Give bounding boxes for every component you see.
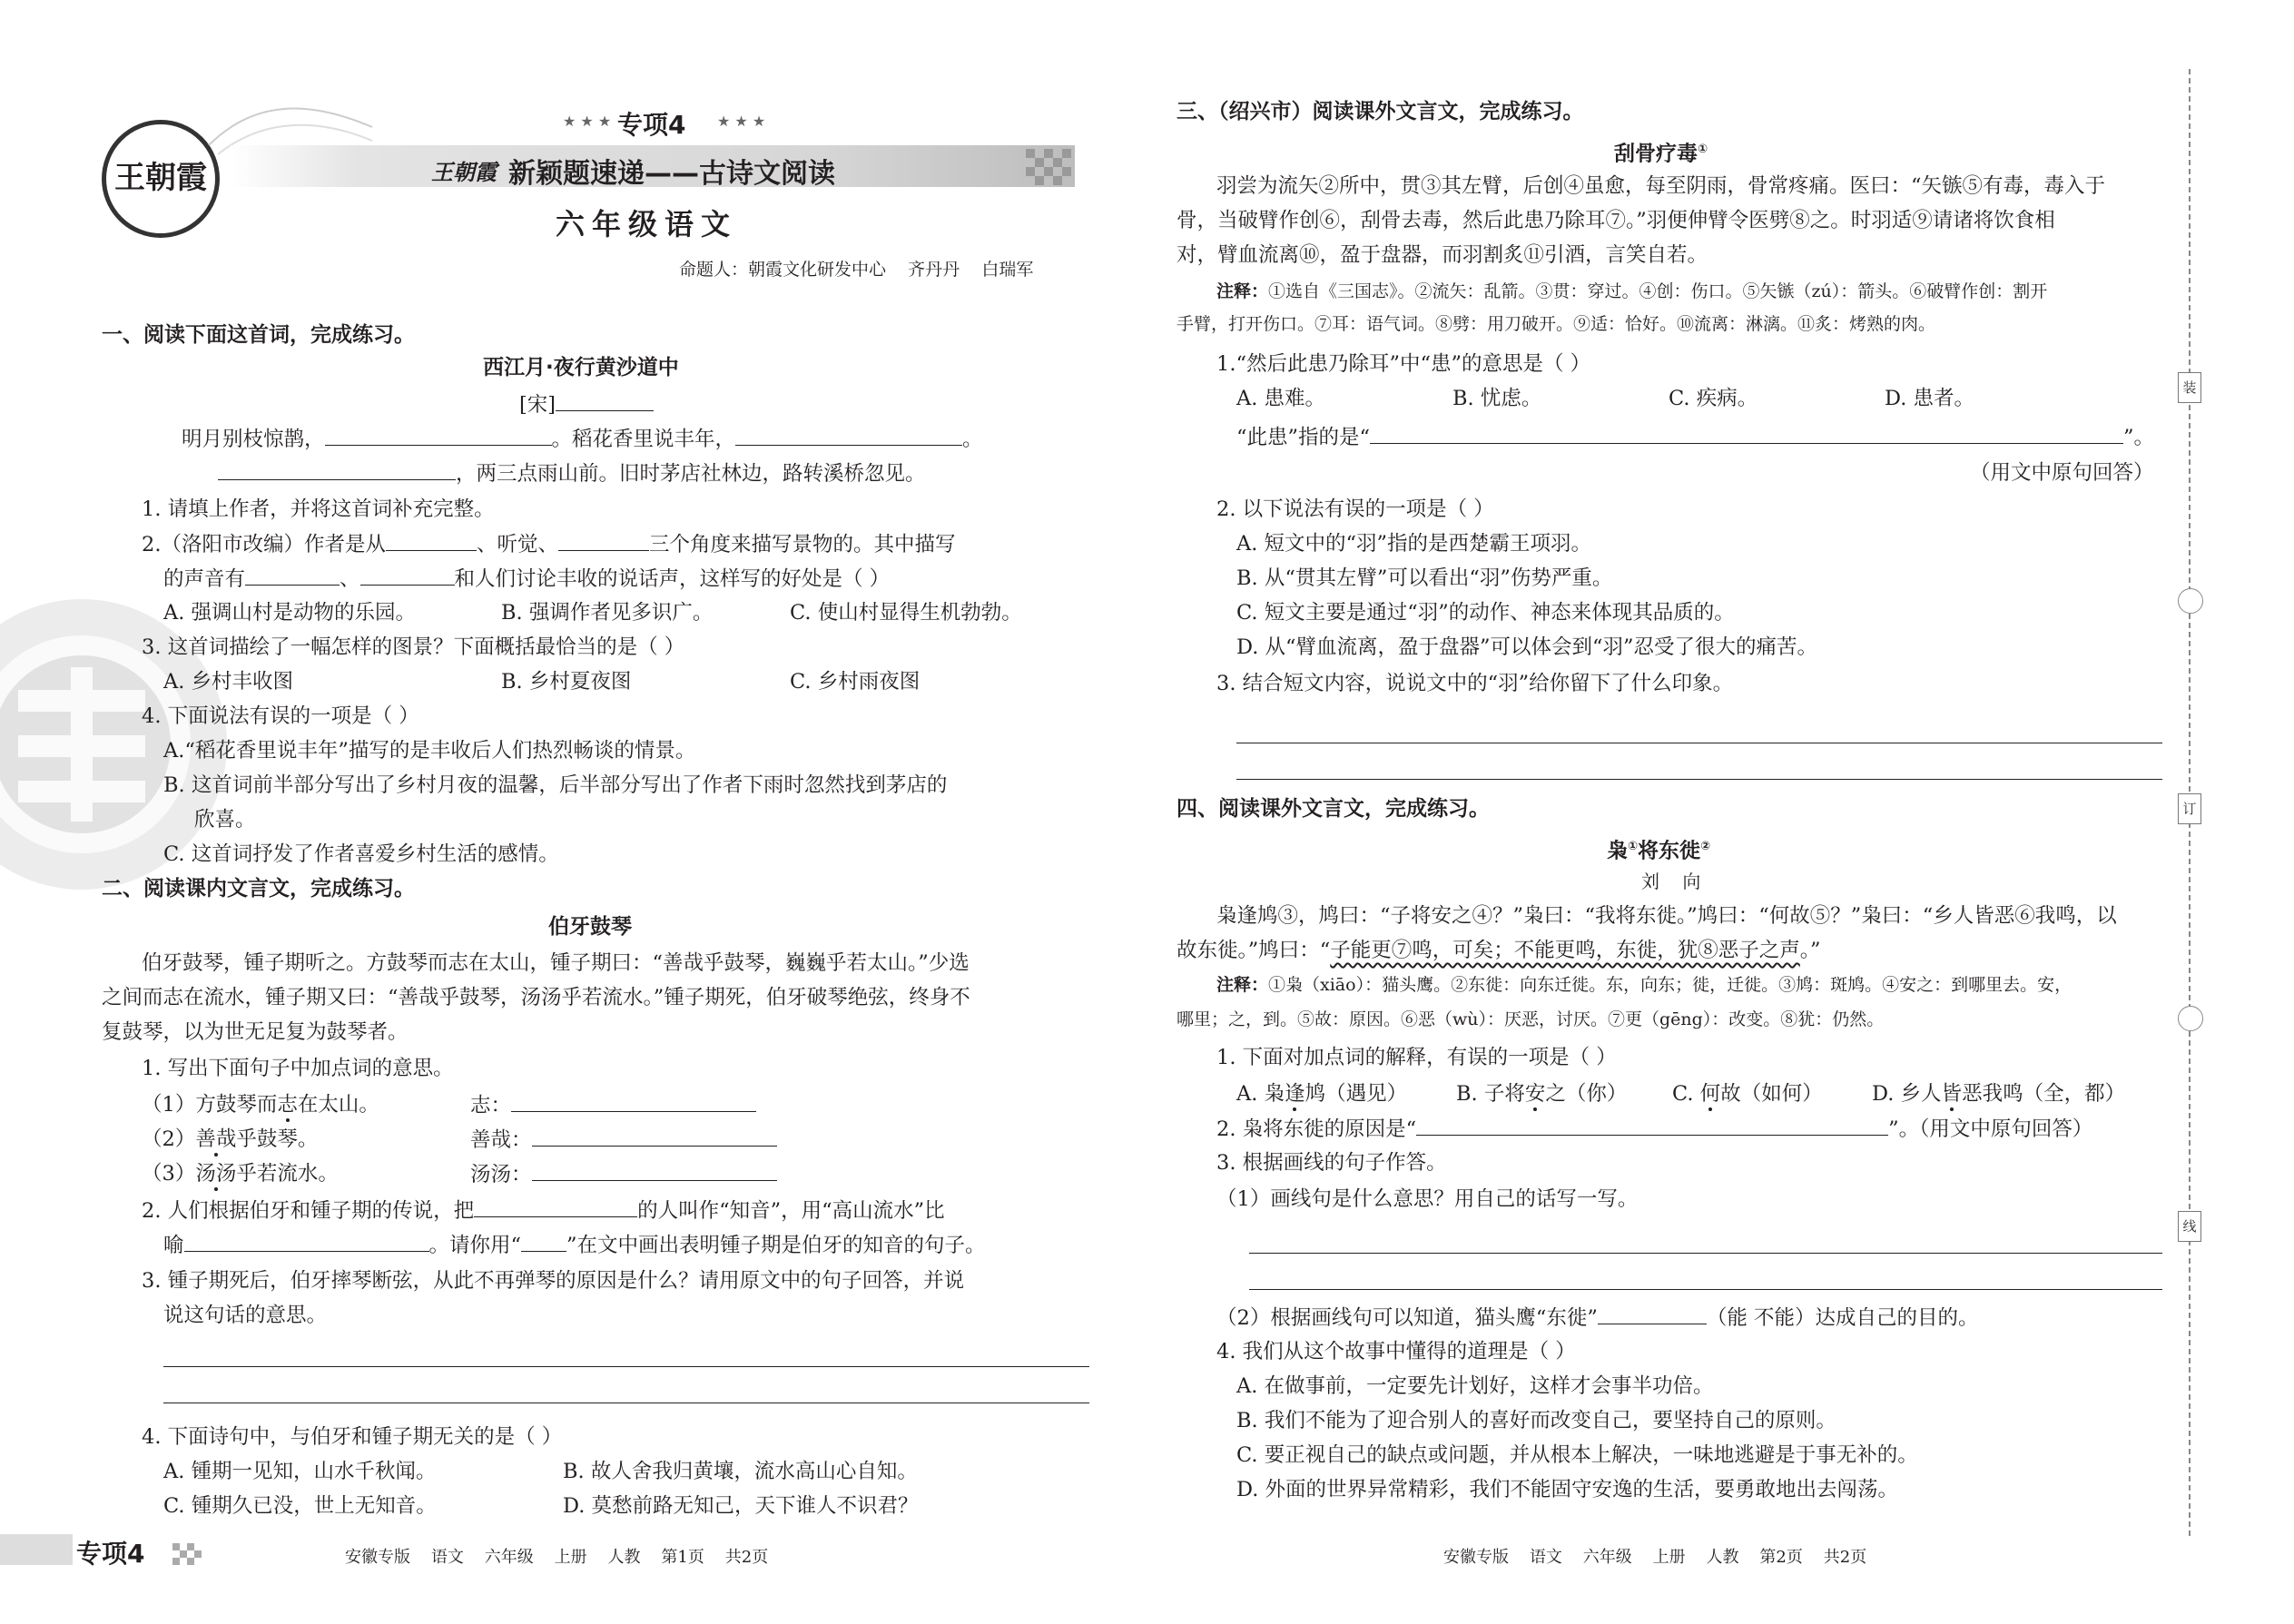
s3-q1-option-d: D. 患者。 xyxy=(1885,387,1975,410)
authors-line: 命题人：朝霞文化研发中心 齐丹丹 白瑞军 xyxy=(679,260,1034,280)
s3-q2-option-b: B. 从“贯其左臂”可以看出“羽”伤势严重。 xyxy=(1236,566,1613,590)
s4-q1-option-a: A. 枭逢鸠（遇见） xyxy=(1236,1082,1408,1106)
s3-q2: 2. 以下说法有误的一项是（ ） xyxy=(1216,497,1494,521)
s1-q4-option-b-line2: 欣喜。 xyxy=(194,808,256,832)
xiao-notes-line-1: 注释：①枭（xiāo）：猫头鹰。②东徙：向东迁徙。东，向东；徙，迁徙。③鸠：斑鸠。④安之：到哪里去。安， xyxy=(1216,975,2072,995)
passage-title-boya: 伯牙鼓琴 xyxy=(548,915,632,939)
footer-checker xyxy=(172,1543,209,1565)
s2-q2-line1: 2. 人们根据伯牙和锺子期的传说，把 的人叫作“知音”，用“高山流水”比 xyxy=(142,1196,945,1225)
boya-passage-line-1: 伯牙鼓琴，锺子期听之。方鼓琴而志在太山，锺子期曰：“善哉乎鼓琴，巍巍乎若太山。”少选 xyxy=(142,951,970,975)
s3-q1-fill: “此患”指的是“ ”。 xyxy=(1236,423,2154,451)
s4-q4-option-b: B. 我们不能为了迎合别人的喜好而改变自己，要坚持自己的原则。 xyxy=(1236,1409,1836,1432)
s4-q1-option-c: C. 何故（如何） xyxy=(1672,1082,1823,1106)
s1-q2-option-b: B. 强调作者见多识广。 xyxy=(501,601,714,625)
logo-text: 王朝霞 xyxy=(114,160,207,196)
s4-q1-option-d: D. 乡人皆恶我鸣（全，都） xyxy=(1872,1082,2126,1106)
s3-q2-option-a: A. 短文中的“羽”指的是西楚霸王项羽。 xyxy=(1236,532,1592,556)
s2-q3-line1: 3. 锺子期死后，伯牙摔琴断弦，从此不再弹琴的原因是什么？请用原文中的句子回答，并说 xyxy=(142,1269,965,1293)
side-label-ding: 订 xyxy=(2178,793,2201,824)
s4-q3-part-2: （2）根据画线句可以知道，猫头鹰“东徙” （能 不能）达成自己的目的。 xyxy=(1216,1304,1978,1332)
s2-q1-answer-1: 志： xyxy=(470,1091,756,1119)
s2-q3-answer-line-1 xyxy=(163,1366,1089,1367)
s1-q3-option-c: C. 乡村雨夜图 xyxy=(790,670,921,694)
poem-line-1: 明月别枝惊鹊， 。稻花香里说丰年， 。 xyxy=(182,425,983,453)
binding-hole-2 xyxy=(2178,1006,2203,1031)
s1-q4-option-a: A.“稻花香里说丰年”描写的是丰收后人们热烈畅谈的情景。 xyxy=(163,739,696,763)
star-left: ★ ★ ★ xyxy=(563,113,612,130)
s1-q2-option-c: C. 使山村显得生机勃勃。 xyxy=(790,601,1022,625)
s2-q1-item-3: （3）汤汤乎若流水。 xyxy=(142,1162,339,1186)
guagu-passage-line-3: 对，臂血流离⑩，盈于盘器，而羽割炙⑪引酒，言笑自若。 xyxy=(1177,243,1708,267)
footer-badge: 专项4 xyxy=(76,1539,145,1569)
s1-q3-option-a: A. 乡村丰收图 xyxy=(163,670,294,694)
s2-q1: 1. 写出下面句子中加点词的意思。 xyxy=(142,1057,454,1080)
passage-title-guagu: 刮骨疗毒① xyxy=(1614,142,1708,166)
s3-q1-option-b: B. 忧虑。 xyxy=(1452,387,1542,410)
s1-q4-option-c: C. 这首词抒发了作者喜爱乡村生活的感情。 xyxy=(163,842,559,866)
footer-tab xyxy=(0,1534,73,1565)
guagu-passage-line-2: 骨，当破臂作创⑥，刮骨去毒，然后此患乃除耳⑦。”羽便伸臂令医劈⑧之。时羽适⑨请诸将饮食相 xyxy=(1177,209,2055,232)
poem-title: 西江月·夜行黄沙道中 xyxy=(483,356,679,379)
s1-q1: 1. 请填上作者，并将这首词补充完整。 xyxy=(142,497,495,521)
s4-q1: 1. 下面对加点词的解释，有误的一项是（ ） xyxy=(1216,1046,1617,1069)
s3-q3: 3. 结合短文内容，说说文中的“羽”给你留下了什么印象。 xyxy=(1216,672,1734,695)
s4-q3: 3. 根据画线的句子作答。 xyxy=(1216,1151,1447,1175)
banner-title: 新颖题速递——古诗文阅读 xyxy=(508,158,835,190)
poem-dynasty: [宋] xyxy=(519,390,654,418)
binding-hole-1 xyxy=(2178,588,2203,614)
side-label-zhuang: 装 xyxy=(2178,372,2201,403)
s4-q1-option-b: B. 子将安之（你） xyxy=(1456,1082,1628,1106)
s2-q4-option-d: D. 莫愁前路无知己，天下谁人不识君？ xyxy=(563,1494,919,1518)
section-2-heading: 二、阅读课内文言文，完成练习。 xyxy=(102,877,415,901)
s2-q4-option-b: B. 故人舍我归黄壤，流水高山心自知。 xyxy=(563,1460,918,1483)
s2-q4: 4. 下面诗句中，与伯牙和锺子期无关的是（ ） xyxy=(142,1425,563,1449)
s2-q4-option-a: A. 锺期一见知，山水千秋闻。 xyxy=(163,1460,437,1483)
section-4-heading: 四、阅读课外文言文，完成练习。 xyxy=(1177,797,1490,821)
s4-q4-option-d: D. 外面的世界异常精彩，我们不能固守安逸的生活，要勇敢地出去闯荡。 xyxy=(1236,1478,1899,1501)
grade-title: 六年级语文 xyxy=(556,207,738,241)
guagu-notes-line-2: 手臂，打开伤口。⑦耳：语气词。⑧劈：用刀破开。⑨适：恰好。⑩流离：淋漓。⑪炙：烤熟的肉。 xyxy=(1177,314,1936,334)
s1-q2-option-a: A. 强调山村是动物的乐园。 xyxy=(163,601,417,625)
s1-q2-line2: 的声音有 、 和人们讨论丰收的说话声，这样写的好处是（ ） xyxy=(163,565,890,593)
s3-q1: 1.“然后此患乃除耳”中“患”的意思是（ ） xyxy=(1216,352,1591,376)
s2-q1-answer-2: 善哉： xyxy=(470,1126,777,1154)
xiao-notes-line-2: 哪里；之，到。⑤故：原因。⑥恶（wù）：厌恶，讨厌。⑦更（gēng）：改变。⑧犹：仍然。 xyxy=(1177,1009,1885,1029)
s4-q2: 2. 枭将东徙的原因是“ ”。（用文中原句回答） xyxy=(1216,1115,2092,1143)
s4-q3-part-1: （1）画线句是什么意思？用自己的话写一写。 xyxy=(1216,1187,1639,1211)
poem-line-2: ，两三点雨山前。旧时茅店社林边，路转溪桥忽见。 xyxy=(218,459,926,487)
guagu-notes-line-1: 注释：①选自《三国志》。②流矢：乱箭。③贯：穿过。④创：伤口。⑤矢镞（zú）：箭头。⑥破臂作创：割开 xyxy=(1216,281,2048,301)
s2-q1-answer-3: 汤汤： xyxy=(470,1160,777,1188)
star-right: ★ ★ ★ xyxy=(717,113,766,130)
topic-badge: 专项4 xyxy=(617,110,686,140)
s4-q3-answer-line-2 xyxy=(1249,1289,2162,1290)
boya-passage-line-3: 复鼓琴，以为世无足复为鼓琴者。 xyxy=(102,1020,409,1044)
side-label-xian: 线 xyxy=(2178,1211,2201,1242)
s4-q4: 4. 我们从这个故事中懂得的道理是（ ） xyxy=(1216,1340,1576,1363)
s1-q4-option-b-line1: B. 这首词前半部分写出了乡村月夜的温馨，后半部分写出了作者下雨时忽然找到茅店的 xyxy=(163,773,948,797)
s3-q2-option-c: C. 短文主要是通过“羽”的动作、神态来体现其品质的。 xyxy=(1236,601,1735,625)
s4-q4-option-c: C. 要正视自己的缺点或问题，并从根本上解决，一味地逃避是于事无补的。 xyxy=(1236,1443,1918,1467)
s3-q1-option-c: C. 疾病。 xyxy=(1669,387,1758,410)
underlined-sentence: 子能更⑦鸣，可矣；不能更鸣，东徙，犹⑧恶子之声 xyxy=(1330,939,1800,962)
s2-q3-line2: 说这句话的意思。 xyxy=(163,1304,328,1327)
s1-q2-line1: 2.（洛阳市改编）作者是从 、听觉、 三个角度来描写景物的。其中描写 xyxy=(142,530,956,558)
s3-q1-hint: （用文中原句回答） xyxy=(1970,461,2154,485)
guagu-passage-line-1: 羽尝为流矢②所中，贯③其左臂，后创④虽愈，每至阴雨，骨常疼痛。医曰：“矢镞⑤有毒，毒入于 xyxy=(1216,174,2106,198)
s2-q4-option-c: C. 锺期久已没，世上无知音。 xyxy=(163,1494,437,1518)
s3-q3-answer-line-2 xyxy=(1236,779,2162,780)
passage-title-xiao: 枭①将东徙② xyxy=(1607,839,1711,863)
s3-q1-option-a: A. 患难。 xyxy=(1236,387,1326,410)
s3-q2-option-d: D. 从“臂血流离，盈于盘器”可以体会到“羽”忍受了很大的痛苦。 xyxy=(1236,635,1818,659)
s1-q4: 4. 下面说法有误的一项是（ ） xyxy=(142,704,419,728)
section-1-heading: 一、阅读下面这首词，完成练习。 xyxy=(102,323,415,347)
s2-q1-item-1: （1）方鼓琴而志在太山。 xyxy=(142,1093,379,1117)
xiao-passage-line-1: 枭逢鸠③，鸠曰：“子将安之④？”枭曰：“我将东徙。”鸠曰：“何故⑤？”枭曰：“乡人皆恶⑥我鸣，以 xyxy=(1216,904,2117,928)
section-3-heading: 三、（绍兴市）阅读课外文言文，完成练习。 xyxy=(1177,100,1584,123)
s1-q3: 3. 这首词描绘了一幅怎样的图景？下面概括最恰当的是（ ） xyxy=(142,635,685,659)
banner-brand: 王朝霞 xyxy=(431,159,497,185)
s4-q3-answer-line-1 xyxy=(1249,1253,2162,1254)
s1-q3-option-b: B. 乡村夏夜图 xyxy=(501,670,632,694)
s4-q4-option-a: A. 在做事前，一定要先计划好，这样才会事半功倍。 xyxy=(1236,1374,1714,1398)
s2-q2-line2: 喻 。请你用“ ”在文中画出表明锺子期是伯牙的知音的句子。 xyxy=(163,1231,986,1259)
left-footer: 安徽专版 语文 六年级 上册 人教 第1页 共2页 xyxy=(345,1548,769,1567)
right-footer: 安徽专版 语文 六年级 上册 人教 第2页 共2页 xyxy=(1443,1548,1867,1567)
xiao-passage-line-2: 故东徙。”鸠曰：“子能更⑦鸣，可矣；不能更鸣，东徙，犹⑧恶子之声。” xyxy=(1177,939,1821,962)
passage-author: 刘 向 xyxy=(1641,871,1701,892)
banner-checker xyxy=(1026,149,1071,185)
s2-q1-item-2: （2）善哉乎鼓琴。 xyxy=(142,1127,319,1151)
boya-passage-line-2: 之间而志在流水，锺子期又曰：“善哉乎鼓琴，汤汤乎若流水。”锺子期死，伯牙破琴绝弦，终身不 xyxy=(102,986,970,1009)
